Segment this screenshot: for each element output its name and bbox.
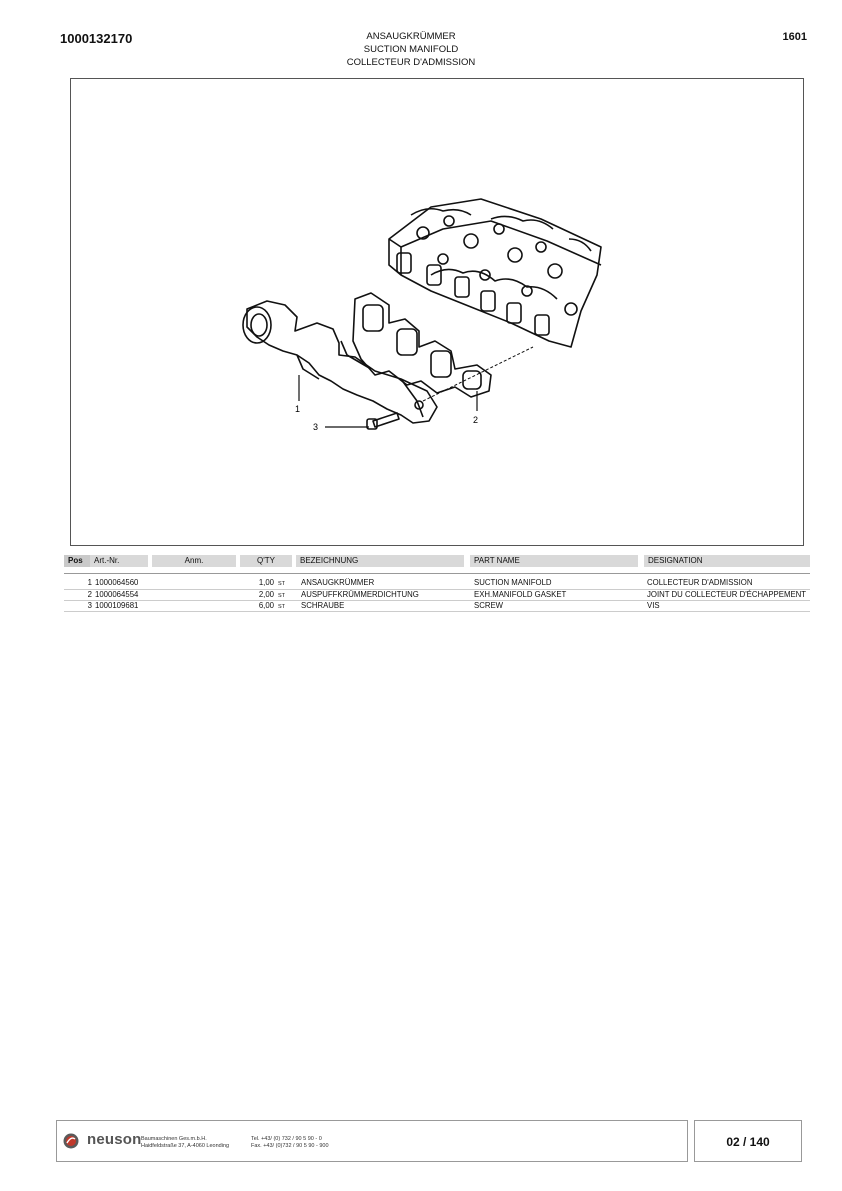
row-pos: 2 — [87, 590, 92, 599]
row-bezeichnung: AUSPUFFKRÜMMERDICHTUNG — [301, 590, 419, 599]
row-divider — [64, 611, 810, 612]
neuson-logo-icon — [63, 1133, 79, 1149]
parts-table-header — [64, 555, 810, 567]
row-art-nr: 1000064554 — [95, 590, 139, 599]
column-header-qty: Q'TY — [240, 555, 292, 567]
row-designation: COLLECTEUR D'ADMISSION — [647, 578, 753, 587]
brand-name: neuson — [87, 1131, 142, 1148]
row-qty: 6,00 — [258, 601, 274, 610]
column-header-bezeichnung: BEZEICHNUNG — [296, 555, 464, 567]
manifold-illustration — [71, 79, 803, 545]
callout-2: 2 — [473, 415, 479, 425]
row-divider — [64, 600, 810, 601]
row-unit: ST — [278, 581, 286, 587]
exploded-view-drawing — [70, 78, 804, 546]
row-art-nr: 1000109681 — [95, 601, 139, 610]
row-part-name: SCREW — [474, 601, 504, 610]
screw-drawing — [367, 413, 399, 429]
gasket-drawing — [353, 293, 491, 397]
title-german: ANSAUGKRÜMMER — [366, 31, 456, 42]
telephone: Tel. +43/ (0) 732 / 90 5 90 - 0 — [251, 1136, 322, 1142]
column-header-designation: DESIGNATION — [644, 555, 810, 567]
cylinder-head-drawing — [389, 199, 601, 347]
company-name: Baumaschinen Ges.m.b.H. — [141, 1136, 207, 1142]
row-designation: JOINT DU COLLECTEUR D'ÉCHAPPEMENT — [647, 590, 807, 599]
column-header-anm: Anm. — [152, 555, 236, 567]
row-pos: 3 — [87, 601, 92, 610]
column-header-part-name: PART NAME — [470, 555, 638, 567]
row-qty: 1,00 — [258, 578, 274, 587]
row-part-name: SUCTION MANIFOLD — [474, 578, 552, 587]
title-french: COLLECTEUR D'ADMISSION — [346, 57, 476, 68]
footer — [56, 1120, 688, 1162]
row-bezeichnung: ANSAUGKRÜMMER — [301, 578, 375, 587]
company-address: Haidfeldstraße 37, A-4060 Leonding — [141, 1143, 230, 1149]
row-part-name: EXH.MANIFOLD GASKET — [474, 590, 567, 599]
page-code: 1601 — [782, 31, 807, 43]
row-bezeichnung: SCHRAUBE — [301, 601, 345, 610]
title-english: SUCTION MANIFOLD — [363, 44, 459, 55]
document-number: 1000132170 — [60, 31, 133, 46]
fax: Fax. +43/ (0)732 / 90 5 90 - 900 — [251, 1143, 329, 1149]
row-unit: ST — [278, 593, 286, 599]
column-header-art-nr: Art.-Nr. — [90, 555, 148, 567]
row-unit: ST — [278, 604, 286, 610]
row-designation: VIS — [647, 601, 660, 610]
column-header-pos: Pos — [64, 555, 90, 567]
row-art-nr: 1000064560 — [95, 578, 139, 587]
callout-3: 3 — [313, 422, 319, 432]
callout-1: 1 — [295, 404, 301, 414]
page-number: 02 / 140 — [726, 1135, 770, 1149]
page-number-box — [694, 1120, 802, 1162]
row-pos: 1 — [87, 578, 92, 587]
manifold-drawing — [243, 301, 437, 423]
row-qty: 2,00 — [258, 590, 274, 599]
table-divider — [64, 573, 810, 574]
